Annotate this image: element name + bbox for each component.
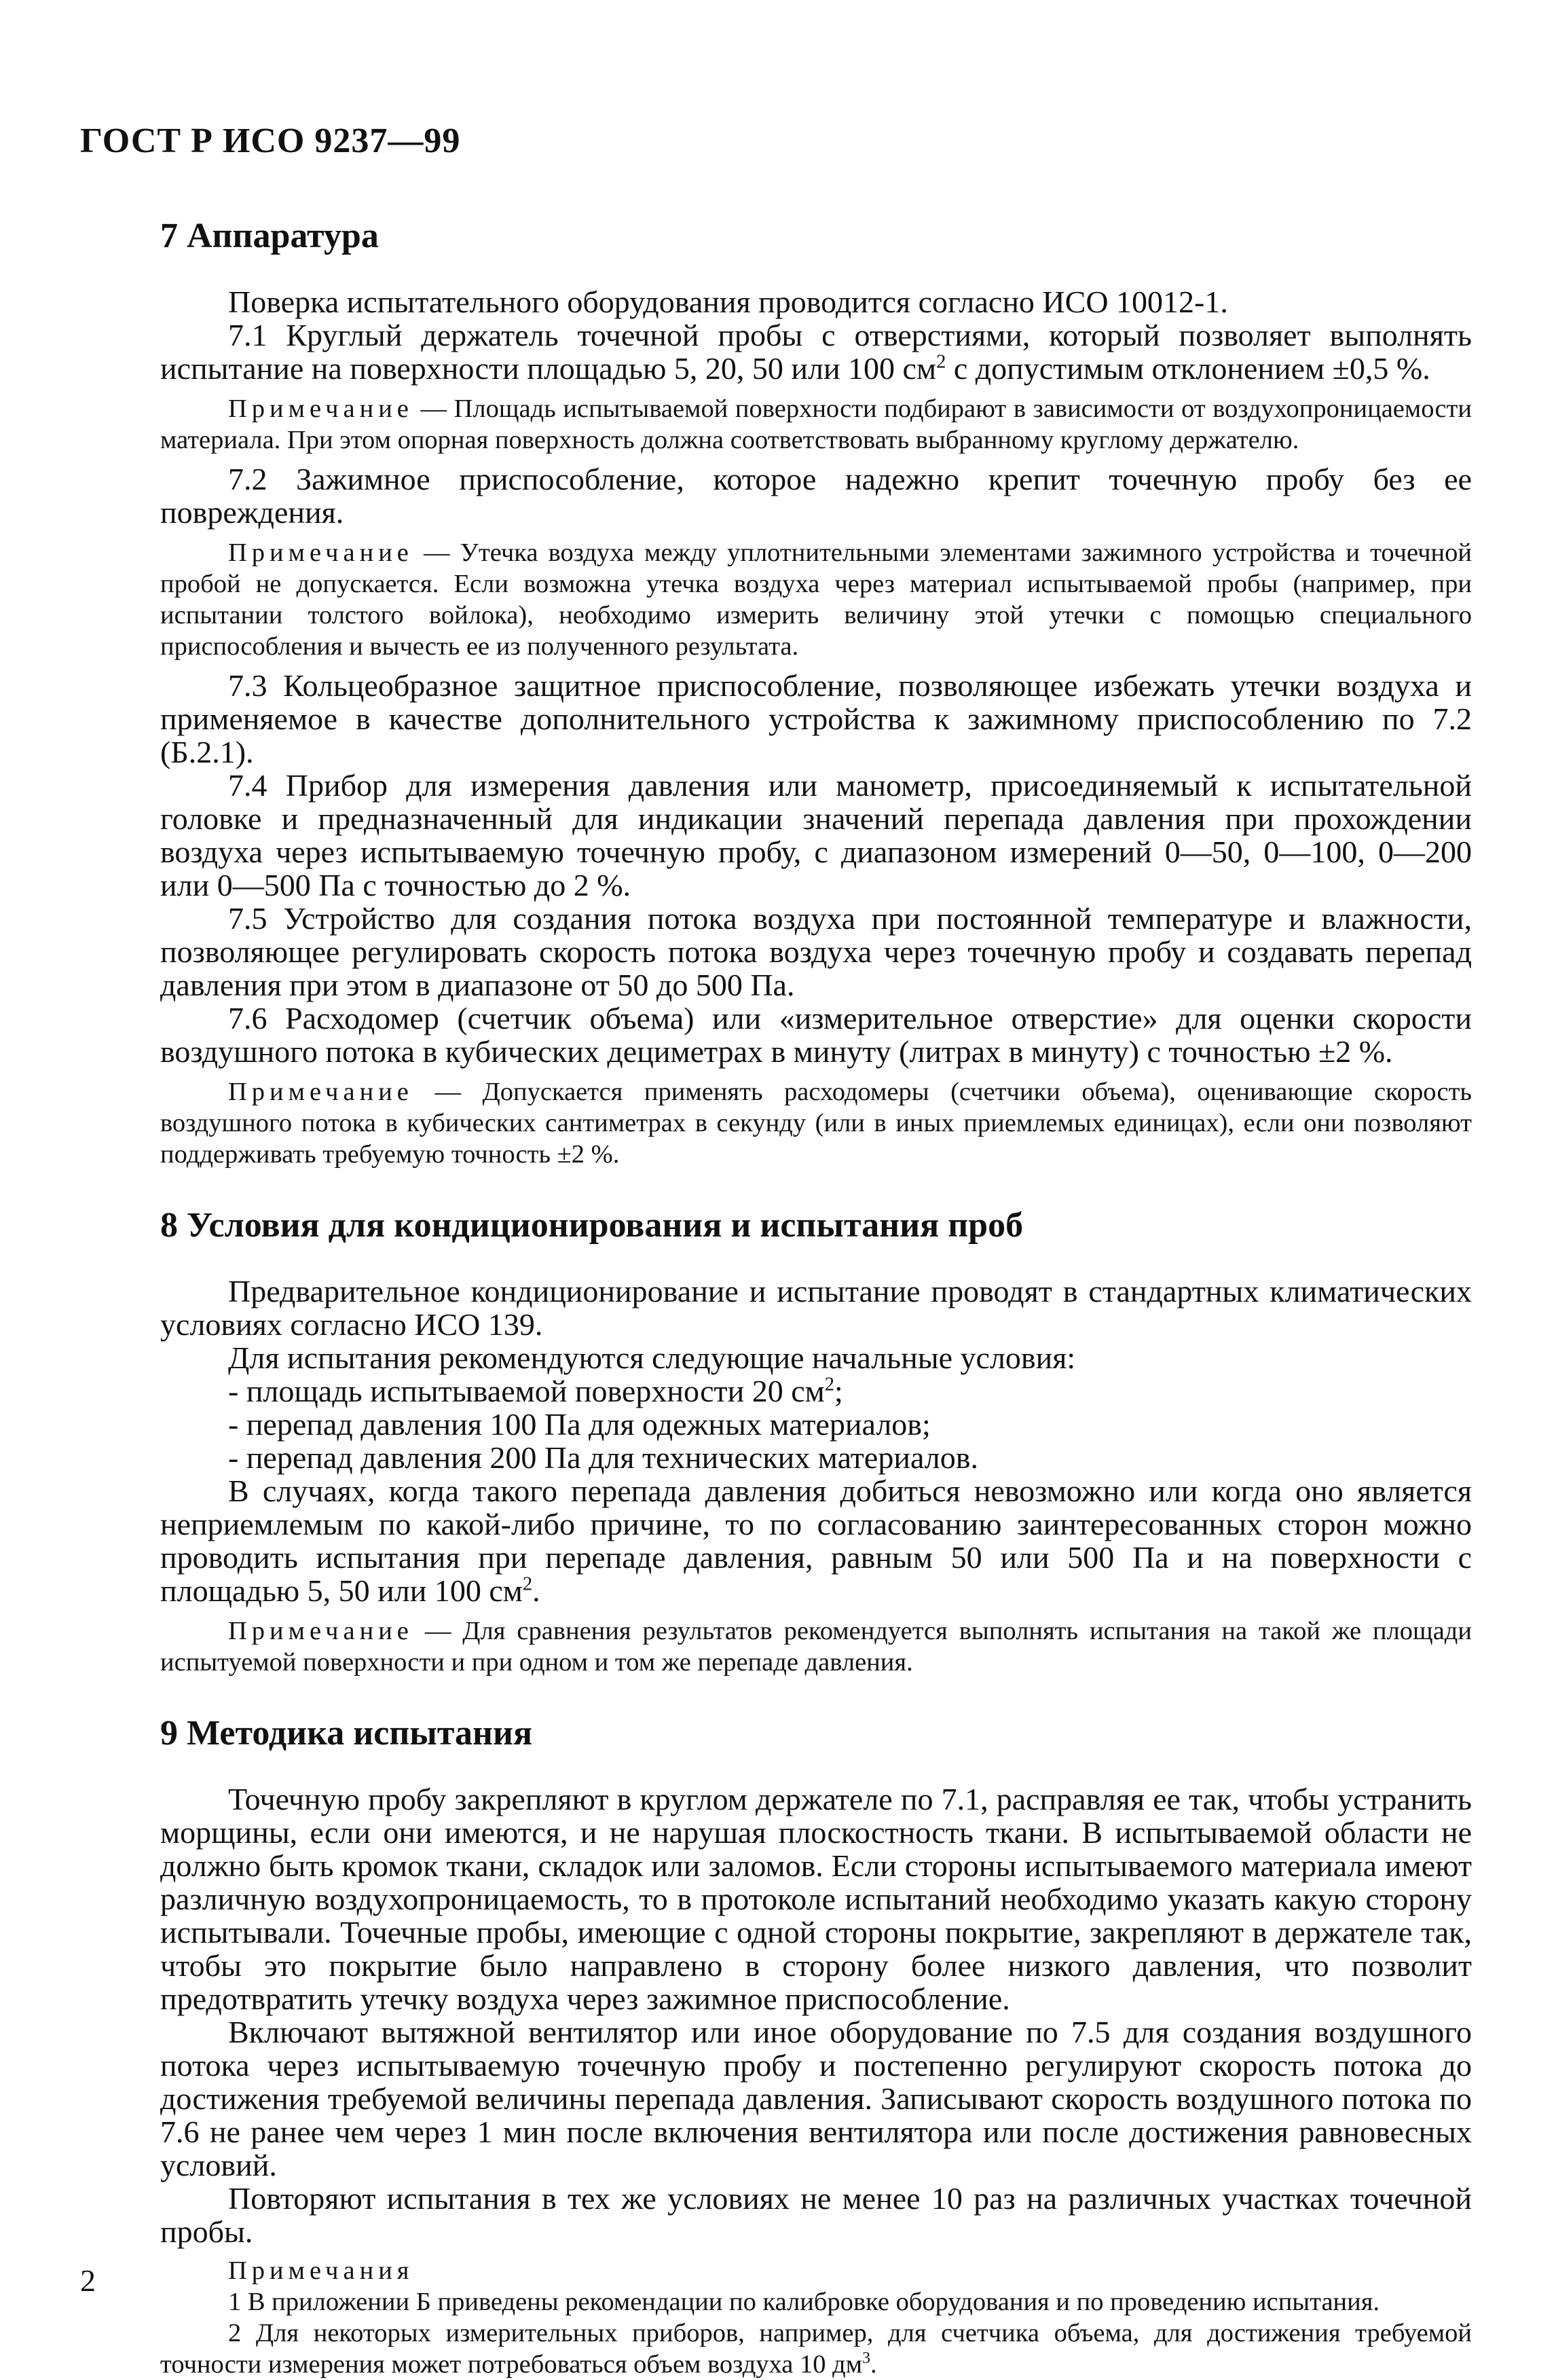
list-item: - перепад давления 100 Па для одежных материалов; [228,1407,931,1442]
sec8-para-1: Предварительное кондиционирование и испытание проводят в стандартных климатических условиях согласно ИСО 139. [160,1274,1472,1342]
notes-label: Примечания [228,2256,414,2285]
document-body [160,216,1472,2380]
sec9-para-1: Точечную пробу закрепляют в круглом держателе по 7.1, расправляя ее так, чтобы устранить морщины, если они имеются, и не нарушая плоскостность ткани. В испытываемой области не должно быть кромок ткани, складок или заломов. Если стороны испытываемого материала имеют различную воздухопроницаемость, то в протоколе испытаний необходимо указать какую сторону испытывали. Точечные пробы, имеющие с одной стороны покрытие, закрепляют в держателе так, чтобы это покрытие было направлено в сторону более низкого давления, что позволит предотвратить утечку воздуха через зажимное приспособление. [160,1782,1472,2016]
list-item: - перепад давления 200 Па для технических материалов. [228,1440,978,1475]
clause-7-5: 7.5 Устройство для создания потока воздуха при постоянной температуре и влажности, позволяющее регулировать скорость потока воздуха через точечную пробу и создавать перепад давления при этом в диапазоне от 50 до 500 Па. [160,901,1472,1002]
notes-heading [160,2255,1472,2286]
list-item [160,1374,1472,1408]
list-item-text: - площадь испытываемой поверхности 20 см [228,1374,825,1408]
note-8 [160,1615,1472,1678]
note-item-2 [160,2318,1472,2380]
page-number: 2 [80,2263,96,2298]
note-item-2-sup: 3 [862,2349,871,2368]
clause-7-3: 7.3 Кольцеобразное защитное приспособление, позволяющее избежать утечки воздуха и применяемое в качестве дополнительного устройства к зажимному приспособлению по 7.2 (Б.2.1). [160,668,1472,769]
sec9-para-3: Повторяют испытания в тех же условиях не менее 10 раз на различных участках точечной пробы. [160,2181,1472,2249]
note-7-6 [160,1076,1472,1170]
section-9-title: 9 Методика испытания [160,1714,533,1753]
clause-7-2: 7.2 Зажимное приспособление, которое надежно крепит точечную пробу без ее повреждения. [160,462,1472,530]
sec8-para-2: Для испытания рекомендуются следующие начальные условия: [228,1340,1076,1375]
clause-7-6: 7.6 Расходомер (счетчик объема) или «измерительное отверстие» для оценки скорости воздушного потока в кубических дециметрах в минуту (литрах в минуту) с точностью ±2 %. [160,1001,1472,1069]
clause-7-1-tail: с допустимым отклонением ±0,5 %. [946,351,1430,386]
note-text: — Допускается применять расходомеры (счетчики объема), оценивающие скорость воздушного потока в кубических сантиметрах в секунду (или в иных приемлемых единицах), если они позволяют поддерживать требуемую точность ±2 %. [160,1078,1472,1169]
sec7-intro: Поверка испытательного оборудования проводится согласно ИСО 10012-1. [228,285,1228,319]
note-7-1 [160,393,1472,456]
note-item-2-text: 2 Для некоторых измерительных приборов, например, для счетчика объема, для достижения требуемой точности измерения может потребоваться объем воздуха 10 дм [160,2319,1472,2379]
list-item-tail: ; [834,1374,843,1408]
sec8-para-3-sup: 2 [522,1573,533,1595]
note-text: — Площадь испытываемой поверхности подбирают в зависимости от воздухопроницаемости материала. При этом опорная поверхность должна соответствовать выбранному круглому держателю. [160,395,1472,454]
note-label: Примечание [228,1078,413,1106]
clause-7-4: 7.4 Прибор для измерения давления или манометр, присоединяемый к испытательной головке и предназначенный для индикации значений перепада давления при прохождении воздуха через испытываемую точечную пробу, с диапазоном измерений 0—50, 0—100, 0—200 или 0—500 Па с точностью до 2 %. [160,768,1472,902]
document-header: ГОСТ Р ИСО 9237—99 [80,122,461,160]
sec9-para-2: Включают вытяжной вентилятор или иное оборудование по 7.5 для создания воздушного потока через испытываемую точечную пробу и постепенно регулируют скорость потока до достижения требуемой величины перепада давления. Записывают скорость воздушного потока по 7.6 не ранее чем через 1 мин после включения вентилятора или после достижения равновесных условий. [160,2015,1472,2182]
sec8-para-3-tail: . [532,1573,540,1608]
note-item-2-tail: . [870,2350,877,2379]
clause-7-1-text: 7.1 Круглый держатель точечной пробы с отверстиями, который позволяет выполнять испытание на поверхности площадью 5, 20, 50 или 100 см [160,318,1472,386]
note-text: — Для сравнения результатов рекомендуется выполнять испытания на такой же площади испытуемой поверхности и при одном и том же перепаде давления. [160,1617,1472,1677]
section-7-title: 7 Аппаратура [160,217,379,255]
note-label: Примечание [228,538,413,567]
clause-7-1-sup: 2 [936,351,946,373]
section-8-title: 8 Условия для кондиционирования и испытания проб [160,1206,1024,1245]
note-item-1: 1 В приложении Б приведены рекомендации по калибровке оборудования и по проведению испытания. [228,2288,1380,2316]
list-item-sup: 2 [824,1374,835,1395]
clause-7-1 [160,318,1472,385]
sec8-para-3 [160,1474,1472,1607]
note-label: Примечание [228,395,413,423]
note-label: Примечание [228,1617,413,1645]
sec8-para-3-text: В случаях, когда такого перепада давления добиться невозможно или когда оно является неприемлемым по какой-либо причине, то по согласованию заинтересованных сторон можно проводить испытания при перепаде давления, равным 50 или 500 Па и на поверхности с площадью 5, 50 или 100 см [160,1473,1472,1608]
note-text: — Утечка воздуха между уплотнительными элементами зажимного устройства и точечной пробой не допускается. Если возможна утечка воздуха через материал испытываемой пробы (например, при испытании толстого войлока), необходимо измерить величину этой утечки с помощью специального приспособления и вычесть ее из полученного результата. [160,538,1472,661]
note-7-2 [160,537,1472,662]
